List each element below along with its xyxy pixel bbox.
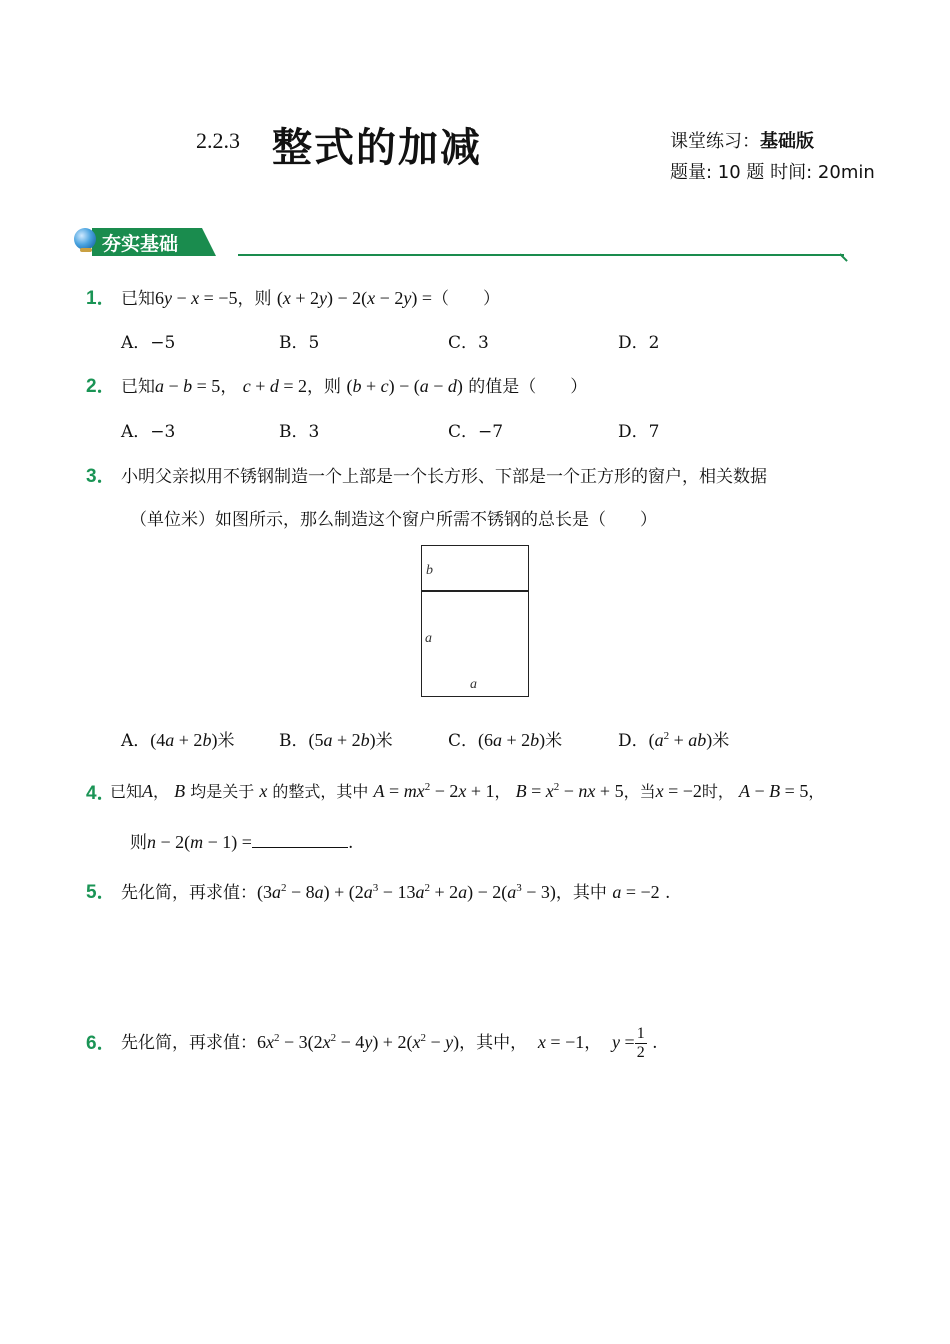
q3-option-c[interactable]: C．(6a + 2b)米 (448, 730, 563, 751)
question-4-line2: 则n − 2(m − 1) = . (130, 832, 354, 853)
q6-expression: $6x^2 - 3(2x^2 - 4y) + 2(x^2 - y)$ (257, 1032, 460, 1052)
q4-b-def: $B = x^2$ − nx + 5 (515, 781, 624, 801)
q4-line2-prefix: 则 (130, 833, 147, 853)
practice-level: 基础版 (760, 131, 814, 152)
q3-option-b-unit: 米 (375, 731, 393, 751)
q3-option-d-unit: 米 (712, 731, 730, 751)
q6-sep: ， (584, 1033, 602, 1053)
practice-type-label: 课堂练习： (670, 131, 760, 152)
q5-prefix: 先化简，再求值： (121, 883, 257, 903)
q1-suffix: （ ） (431, 289, 500, 309)
q2-option-c[interactable]: C．−7 (448, 422, 504, 442)
q5-end: . (665, 883, 671, 903)
q6-fraction: $\frac{1}{2}$ (636, 1025, 645, 1061)
question-2-text (121, 372, 587, 397)
globe-icon (74, 228, 96, 250)
question-number-6: 6． (86, 1033, 116, 1054)
section-number: 2.2.3 (196, 128, 240, 153)
page-title: 整式的加减 (272, 125, 482, 171)
q3-option-c-letter: C． (448, 731, 479, 751)
window-figure (421, 545, 529, 697)
q3-option-b[interactable]: B．(5a + 2b)米 (279, 730, 393, 751)
q1-option-d[interactable]: D．2 (618, 333, 660, 353)
q2-mid: ，则 (307, 377, 342, 397)
q6-mid: ，其中， (459, 1033, 528, 1053)
q4-s6: 时， (701, 782, 734, 801)
question-5-text: 先化简，再求值：$(3a^2 - 8a) + (2a^3 - 13a^2 + 2a) - 2(a^3 - 3)$，其中 a = −2 . (121, 882, 671, 903)
figure-label-a-bottom: a (470, 677, 477, 692)
q2-option-a[interactable]: A．−3 (121, 422, 176, 442)
q4-s2: 均是关于 (190, 782, 255, 801)
q3-option-d[interactable]: D．$(a^2 + ab)$米 (618, 730, 730, 751)
q2-expression: (b + c) − (a − d) (346, 376, 463, 396)
q2-option-b[interactable]: B．3 (279, 422, 320, 442)
q3-option-a[interactable]: A．(4a + 2b)米 (121, 730, 235, 751)
q1-prefix: 已知 (121, 289, 155, 309)
q6-prefix: 先化简，再求值： (121, 1033, 257, 1053)
quiz-meta: 题量: 10 题 时间: 20min (670, 162, 875, 183)
q1-option-a[interactable]: A．−5 (121, 333, 176, 353)
question-1-text (121, 284, 500, 309)
q4-s4: ， (494, 782, 511, 801)
q2-option-d[interactable]: D．7 (618, 422, 660, 442)
question-number-1: 1． (86, 288, 116, 309)
question-number-3: 3． (86, 466, 116, 487)
q4-prefix: 已知 (110, 782, 143, 801)
q5-mid: ，其中 (555, 883, 607, 903)
question-number-5: 5． (86, 882, 116, 903)
q4-s7: ， (808, 782, 825, 801)
q2-suffix: 的值是（ ） (468, 377, 588, 397)
q4-answer-blank[interactable] (252, 831, 348, 848)
question-4-line1: 已知A， B 均是关于 x 的整式，其中 $A = mx^2 - 2x + 1$， $B = x^2$ − nx + 5，当x = −2时， A − B = 5， (110, 781, 825, 801)
q2-prefix: 已知 (121, 377, 155, 397)
figure-label-b: b (426, 563, 433, 578)
q4-s5: ，当 (623, 782, 656, 801)
window-figure-divider (421, 590, 529, 592)
q4-diff: A − B = 5 (739, 781, 809, 801)
q1-mid: ，则 (237, 289, 272, 309)
q4-a-def: $A = mx^2 - 2x + 1$ (373, 781, 495, 801)
q1-expression: (x + 2y) − 2(x − 2y) = (276, 288, 432, 308)
q1-option-b[interactable]: B．5 (279, 333, 320, 353)
practice-type (670, 127, 814, 153)
question-number-4: 4． (86, 783, 116, 804)
question-6-text: 先化简，再求值：$6x^2 - 3(2x^2 - 4y) + 2(x^2 - y)$，其中， x = −1， y = $\frac{1}{2}$ . (121, 1025, 658, 1061)
q1-option-c[interactable]: C．3 (448, 333, 489, 353)
globe-stand (80, 248, 92, 252)
figure-label-a-left: a (425, 631, 432, 646)
question-3-line2: （单位米）如图所示，那么制造这个窗户所需不锈钢的总长是（ ） (130, 510, 657, 530)
q4-end: . (347, 833, 354, 853)
q3-option-c-unit: 米 (545, 731, 563, 751)
section-label: 夯实基础 (102, 233, 179, 255)
q2-sep: ， (220, 377, 238, 397)
question-3-line1: 小明父亲拟用不锈钢制造一个上部是一个长方形、下部是一个正方形的窗户，相关数据 (121, 467, 767, 487)
q2-eq2: c + d = 2 (242, 376, 308, 396)
question-number-2: 2． (86, 376, 116, 397)
q3-option-d-letter: D． (618, 731, 649, 751)
q3-option-a-unit: 米 (217, 731, 235, 751)
section-divider (238, 254, 844, 256)
q2-eq1: a − b = 5 (155, 376, 221, 396)
q5-expression: $(3a^2 - 8a) + (2a^3 - 13a^2 + 2a) - 2(a^3 - 3)$ (257, 882, 556, 902)
q6-end: . (652, 1033, 658, 1053)
q4-s3: 的整式，其中 (272, 782, 369, 801)
q4-s1: ， (153, 782, 170, 801)
q1-equation: 6y − x = −5 (155, 288, 238, 308)
q3-option-b-letter: B． (279, 731, 309, 751)
q3-option-a-letter: A． (121, 731, 151, 751)
